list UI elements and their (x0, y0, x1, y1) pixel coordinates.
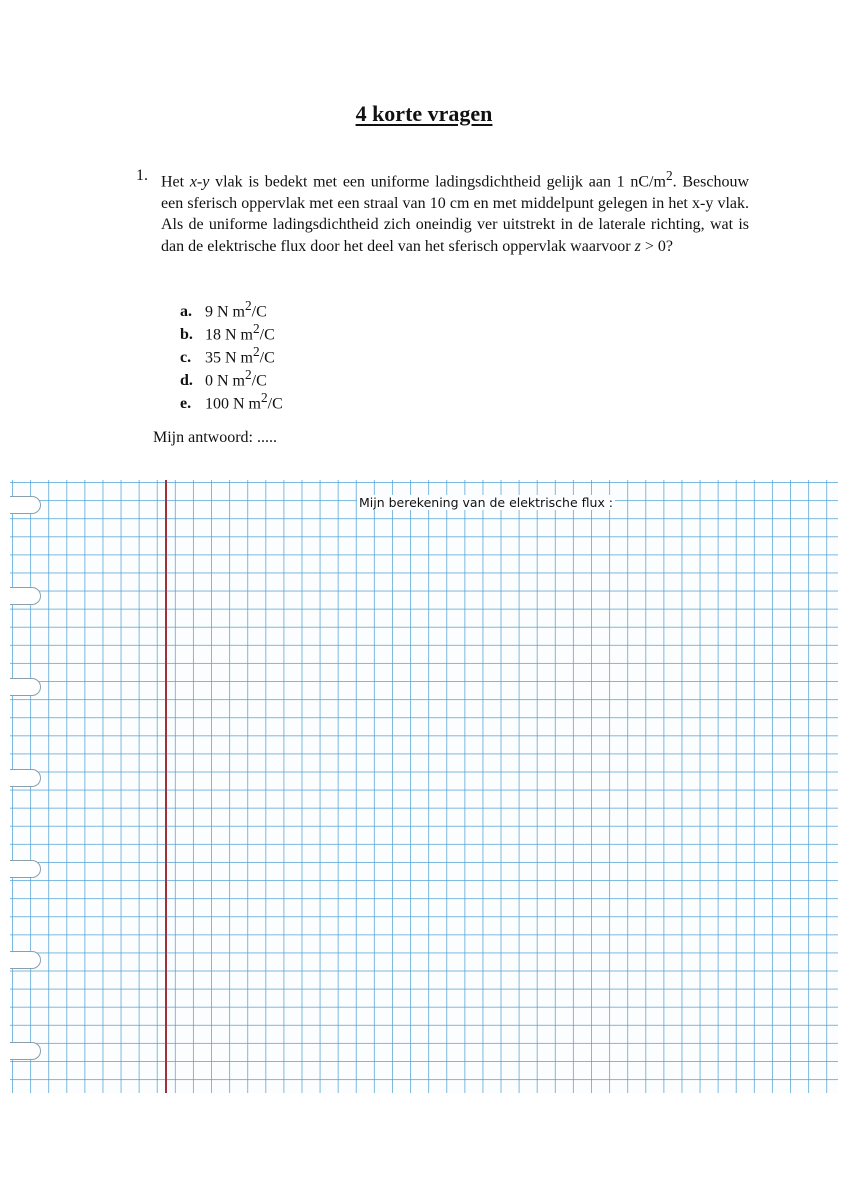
option-b (180, 317, 283, 344)
option-value: 35 N m (205, 349, 253, 367)
option-exponent: 2 (245, 367, 252, 382)
option-letter: c. (180, 349, 192, 367)
option-unit: /C (251, 303, 267, 321)
option-value: 100 N m (205, 395, 261, 413)
option-a (180, 294, 283, 321)
calculation-label: Mijn berekening van de elektrische flux : (359, 495, 614, 510)
answer-line: Mijn antwoord: ..... (153, 429, 277, 446)
page-title: 4 korte vragen (355, 101, 493, 126)
question-number: 1. (136, 167, 148, 184)
option-exponent: 2 (245, 298, 252, 313)
option-exponent: 2 (261, 390, 268, 405)
binder-ring (10, 496, 41, 514)
binder-ring (10, 769, 41, 787)
option-letter: b. (180, 326, 193, 344)
binder-ring (10, 587, 41, 605)
option-exponent: 2 (253, 321, 260, 336)
binder-ring (10, 678, 41, 696)
option-letter: e. (180, 395, 192, 413)
option-c (180, 340, 283, 367)
option-letter: a. (180, 303, 192, 321)
option-exponent: 2 (253, 344, 260, 359)
option-letter: d. (180, 372, 193, 390)
option-value: 18 N m (205, 326, 253, 344)
binder-ring (10, 1042, 41, 1060)
option-e (180, 386, 283, 413)
question-text: Het x-y vlak is bedekt met een uniforme ladingsdichtheid gelijk aan 1 $nC/m^2$. Beschouw een sferisch oppervlak met een straal van 10 cm en met middelpunt gelegen in het x-y vlak. Als de uniforme ladingsdichtheid zich oneindig ver uitstrekt in de laterale richting, wat is dan de elektrische flux door het deel van het sferisch oppervlak waarvoor z > 0? (161, 168, 750, 255)
option-unit: /C (267, 395, 283, 413)
grid-paper (10, 480, 838, 1093)
binder-ring (10, 860, 41, 878)
binder-ring (10, 951, 41, 969)
option-value: 0 N m (205, 372, 245, 390)
option-unit: /C (251, 372, 267, 390)
margin-line (165, 480, 167, 1093)
option-value: 9 N m (205, 303, 245, 321)
option-unit: /C (259, 326, 275, 344)
answer-options (180, 294, 283, 413)
option-unit: /C (259, 349, 275, 367)
option-d (180, 363, 283, 390)
